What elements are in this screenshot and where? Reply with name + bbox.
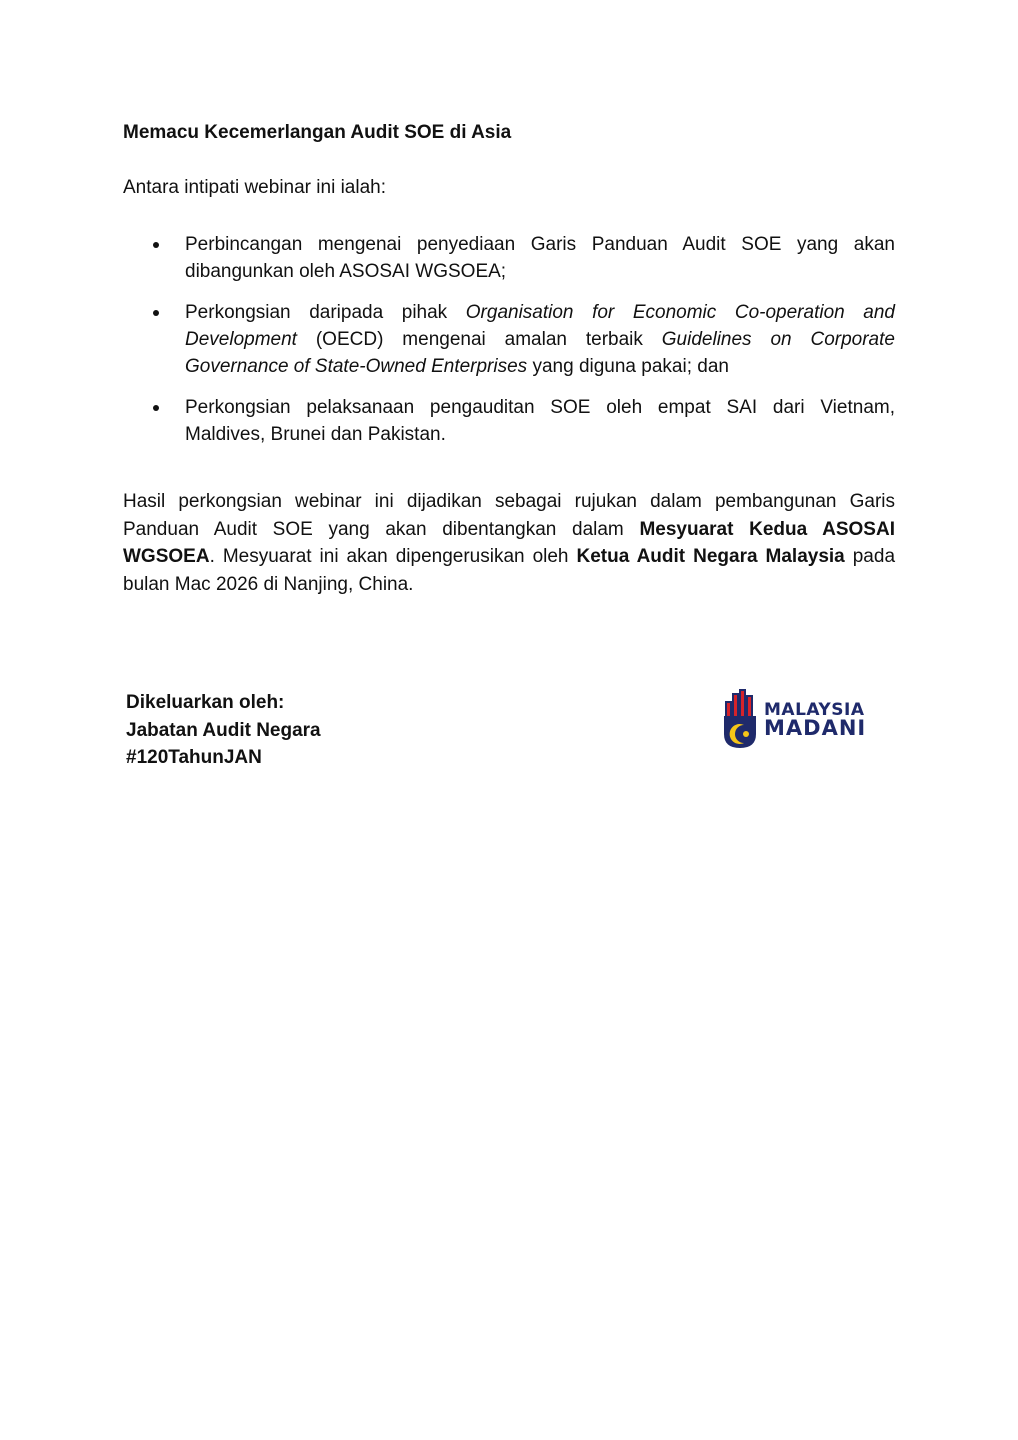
list-item: Perbincangan mengenai penyediaan Garis Panduan Audit SOE yang akan dibangunkan oleh ASOSAI WGSOEA; (123, 231, 895, 285)
bullet-icon (153, 310, 159, 316)
issuer-org: Jabatan Audit Negara (126, 719, 321, 741)
malaysia-madani-hand-icon (722, 688, 762, 752)
issuer-block (126, 689, 321, 772)
list-item: Perkongsian daripada pihak Organisation for Economic Co-operation and Development (OECD) mengenai amalan terbaik Guidelines on Corporate Governance of State-Owned Enterprises yang diguna pakai; dan (123, 299, 895, 380)
bullet-icon (153, 405, 159, 411)
intro-text: Antara intipati webinar ini ialah: (123, 177, 386, 198)
summary-paragraph: Hasil perkongsian webinar ini dijadikan sebagai rujukan dalam pembangunan Garis Panduan Audit SOE yang akan dibentangkan dalam Mesyuarat Kedua ASOSAI WGSOEA. Mesyuarat ini akan dipengerusikan oleh Ketua Audit Negara Malaysia pada bulan Mac 2026 di Nanjing, China. (123, 491, 896, 595)
malaysia-madani-logo (722, 688, 882, 752)
logo-wordmark: MALAYSIA MADANI (764, 700, 867, 740)
issuer-hashtag: #120TahunJAN (126, 747, 262, 768)
document-title: Memacu Kecemerlangan Audit SOE di Asia (123, 122, 512, 143)
bullet-icon (153, 242, 159, 248)
list-item: Perkongsian pelaksanaan pengauditan SOE oleh empat SAI dari Vietnam, Maldives, Brunei dan Pakistan. (123, 394, 895, 448)
highlights-list (123, 231, 895, 462)
issuer-label: Dikeluarkan oleh: (126, 692, 285, 713)
